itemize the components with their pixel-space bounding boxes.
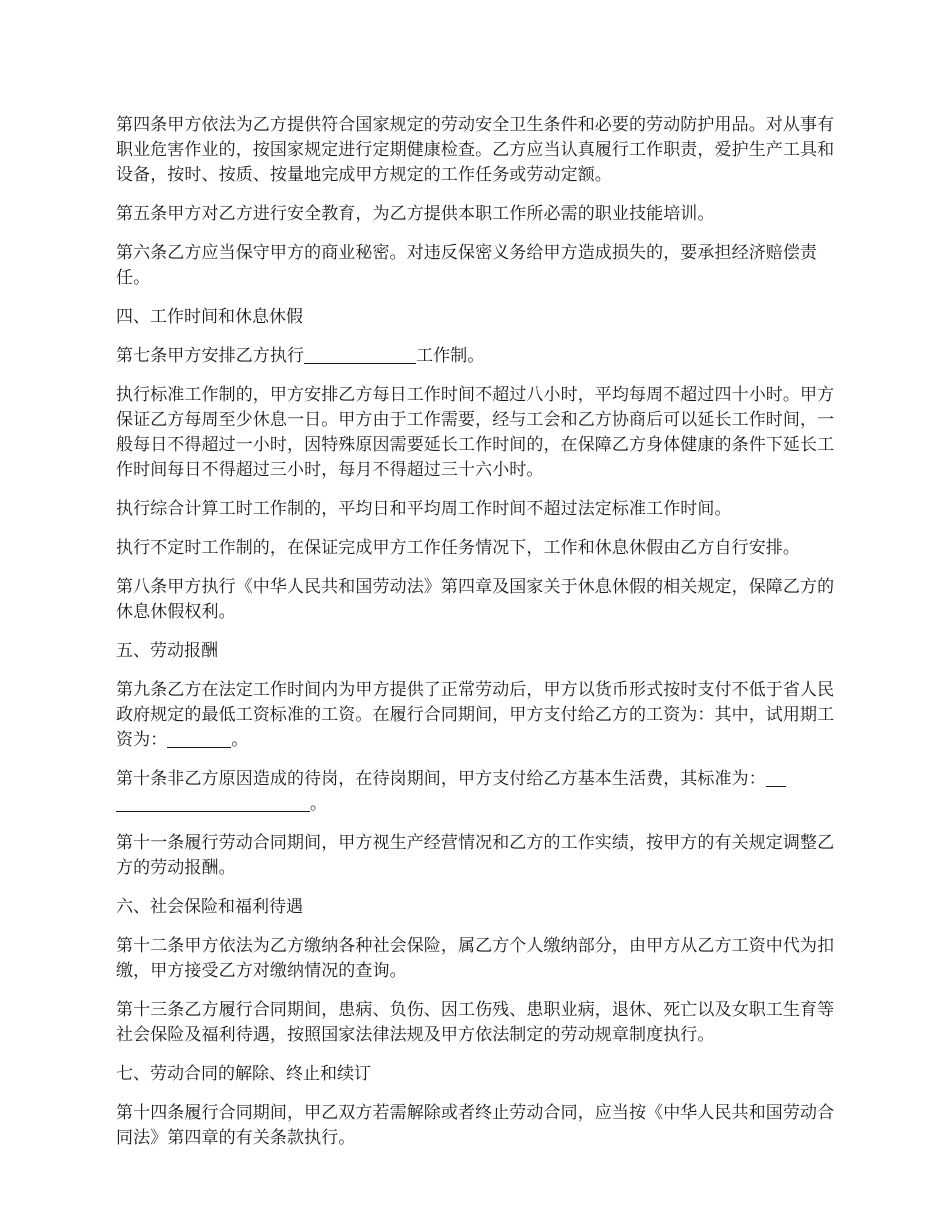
- article-9-text-before-blank: 第九条乙方在法定工作时间内为甲方提供了正常劳动后，甲方以货币形式按时支付不低于省人民政府规定的最低工资标准的工资。在履行合同期间，甲方支付给乙方的工资为：其中，试用期工资为：: [116, 680, 835, 750]
- article-10-text-before-blank: 第十条非乙方原因造成的待岗，在待岗期间，甲方支付给乙方基本生活费，其标准为：: [116, 769, 766, 789]
- standard-hours-clause: 执行标准工作制的，甲方安排乙方每日工作时间不超过八小时，平均每周不超过四十小时。甲方保证乙方每周至少休息一日。甲方由于工作需要，经与工会和乙方协商后可以延长工作时间，一般每日不得超过一小时，因特殊原因需要延长工作时间的，在保障乙方身体健康的条件下延长工作时间每日不得超过三小时，每月不得超过三十六小时。: [116, 385, 835, 480]
- article-7-text-after-blank: 工作制。: [416, 346, 485, 366]
- living-allowance-blank-part1[interactable]: [766, 768, 786, 787]
- living-allowance-blank-part2[interactable]: [116, 793, 310, 812]
- article-6: 第六条乙方应当保守甲方的商业秘密。对违反保密义务给甲方造成损失的，要承担经济赔偿责任。: [116, 243, 818, 288]
- article-9-text-after-blank: 。: [231, 730, 249, 750]
- article-5: 第五条甲方对乙方进行安全教育，为乙方提供本职工作所必需的职业技能培训。: [116, 204, 715, 224]
- article-14: 第十四条履行合同期间，甲乙双方若需解除或者终止劳动合同，应当按《中华人民共和国劳动合同法》第四章的有关条款执行。: [116, 1103, 835, 1148]
- comprehensive-hours-clause: 执行综合计算工时工作制的，平均日和平均周工作时间不超过法定标准工作时间。: [116, 499, 732, 519]
- article-10-text-after-blank: 。: [310, 794, 328, 814]
- section-heading-social-insurance: 六、社会保险和福利待遇: [116, 897, 303, 917]
- work-system-blank[interactable]: [304, 345, 416, 364]
- section-heading-work-hours: 四、工作时间和休息休假: [116, 307, 303, 327]
- article-8: 第八条甲方执行《中华人民共和国劳动法》第四章及国家关于休息休假的相关规定，保障乙方的休息休假权利。: [116, 577, 835, 622]
- article-7: [116, 344, 840, 369]
- article-13: 第十三条乙方履行合同期间，患病、负伤、因工伤残、患职业病，退休、死亡以及女职工生育等社会保险及福利待遇，按照国家法律法规及甲方依法制定的劳动规章制度执行。: [116, 1000, 835, 1045]
- section-heading-termination: 七、劳动合同的解除、终止和续订: [116, 1064, 371, 1084]
- article-9: [116, 678, 840, 753]
- article-12: 第十二条甲方依法为乙方缴纳各种社会保险，属乙方个人缴纳部分，由甲方从乙方工资中代为扣缴，甲方接受乙方对缴纳情况的查询。: [116, 936, 835, 981]
- flexible-hours-clause: 执行不定时工作制的，在保证完成甲方工作任务情况下，工作和休息休假由乙方自行安排。: [116, 538, 800, 558]
- article-7-text-before-blank: 第七条甲方安排乙方执行: [116, 346, 305, 366]
- section-heading-remuneration: 五、劳动报酬: [116, 641, 218, 661]
- probation-wage-blank[interactable]: [167, 729, 231, 748]
- article-10: [116, 767, 840, 817]
- article-4: 第四条甲方依法为乙方提供符合国家规定的劳动安全卫生条件和必要的劳动防护用品。对从事有职业危害作业的，按国家规定进行定期健康检查。乙方应当认真履行工作职责，爱护生产工具和设备，按时、按质、按量地完成甲方规定的工作任务或劳动定额。: [116, 115, 835, 185]
- article-11: 第十一条履行劳动合同期间，甲方视生产经营情况和乙方的工作实绩，按甲方的有关规定调整乙方的劳动报酬。: [116, 833, 835, 878]
- contract-page: [116, 113, 840, 1165]
